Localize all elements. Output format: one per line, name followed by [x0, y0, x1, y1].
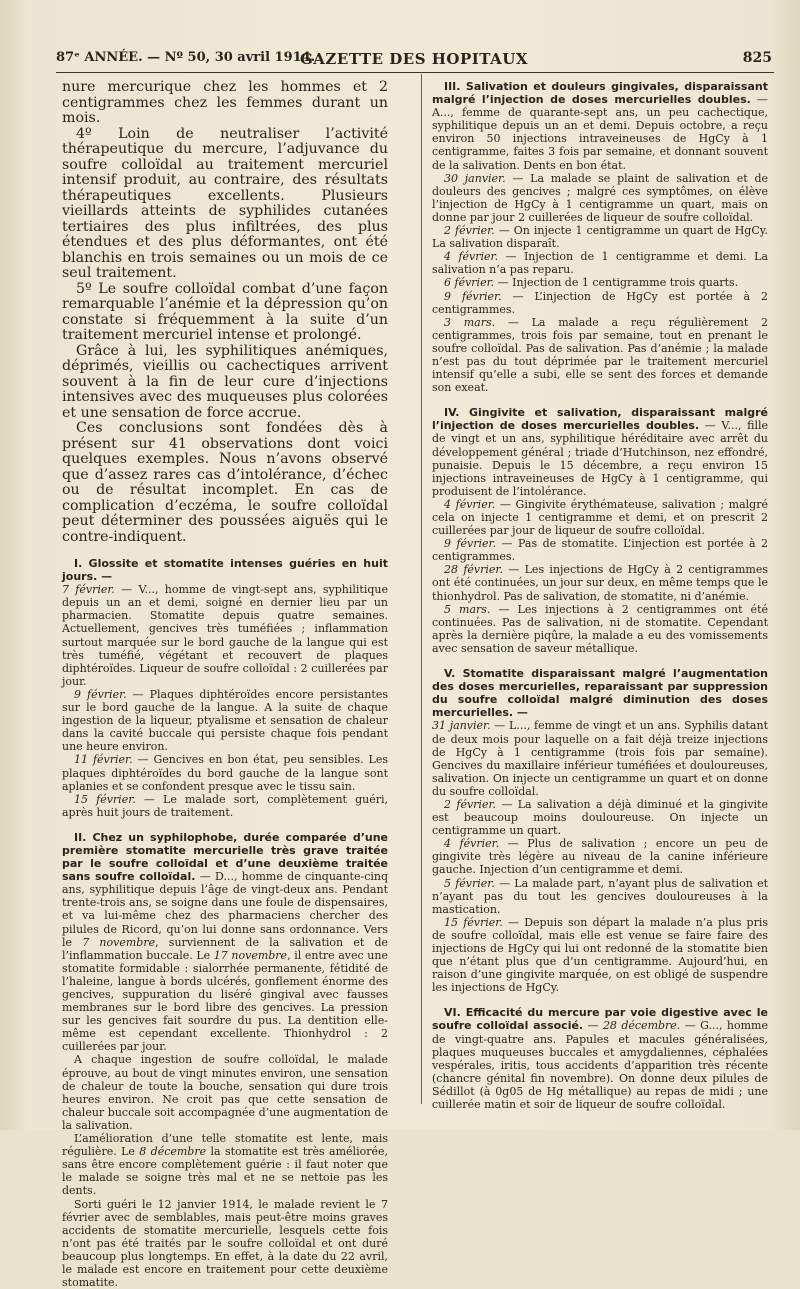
case-4 — [432, 406, 768, 655]
case-entry — [432, 603, 768, 655]
case-5 — [432, 667, 768, 994]
entry-date: 7 novembre — [82, 936, 155, 949]
entry-date: 2 février. — [444, 224, 495, 237]
entry-date: 9 février. — [444, 290, 502, 303]
case-entry — [432, 916, 768, 995]
case-heading-text: IV. Gingivite et salivation, disparaissant malgré l’injection de doses mercurielles doubles. — [432, 406, 768, 432]
entry-text: — Gencives en bon état, peu sensibles. Les plaques diphtéroïdes du bord gauche de la langue sont aplanies et se confondent presque avec le tissu sain. — [62, 753, 388, 792]
case-entry — [432, 837, 768, 876]
case-heading — [432, 406, 768, 498]
entry-date: 17 novembre — [214, 949, 287, 962]
case-entry — [432, 316, 768, 395]
case-intro-text: — D..., homme de cinquante-cinq ans, syphilitique depuis l’âge de vingt-deux ans. Pendant trente-trois ans, se soigne dans une foule de dispensaires, et va lui-même chez des pharmaciens chercher des pilules de Ricord, qu’on lui donne sans ordonnance. Vers le 7 novembre, surviennent de la salivation et de l’inflammation buccale. Le 17 novembre, il entre avec une stomatite formidable : sialorrhée permanente, fétidité de l’haleine, langue à bords ulcérés, gonflement énorme des gencives, suppuration du liséré gingival avec fausses membranes sur le bord libre des gencives. La pression sur les gencives fait sourdre du pus. La dentition elle-même est cependant excellente. Thionhydrol : 2 cuillerées par jour. — [62, 870, 388, 1053]
entry-date: 28 décembre. — [603, 1019, 680, 1032]
case-entry — [432, 798, 768, 837]
paragraph: 4º Loin de neutraliser l’activité thérapeutique du mercure, l’adjuvance du soufre colloïdal au traitement mercuriel intensif produit, au contraire, des résultats thérapeutiques excellents. Plusieurs vieillards atteints de syphilides cutanées tertiaires des plus infiltrées, des plus étendues et des plus déformantes, ont été blanchis en trois semaines ou un mois de ce seul traitement. — [62, 127, 388, 282]
case-entry — [432, 250, 768, 276]
entry-text: — L’injection de HgCy est portée à 2 centigrammes. — [432, 290, 768, 316]
entry-date: 7 février. — [62, 583, 115, 596]
case-intro-text: — A..., femme de quarante-sept ans, un peu cachectique, syphilitique depuis un an et demi. Depuis octobre, a reçu environ 50 injections intraveineuses de HgCy à 1 centigramme, faites 3 fois par semaine, et donnant souvent de la salivation. Dents en bon état. — [432, 93, 768, 171]
entry-date: 9 février. — [74, 688, 127, 701]
paragraph: L’amélioration d’une telle stomatite est lente, mais régulière. Le 8 décembre la stomatite est très améliorée, sans être encore complètement guérie : il faut noter que le malade se soigne très mal et ne se nettoie pas les dents. — [62, 1132, 388, 1197]
case-entry — [62, 583, 388, 688]
entry-date: 30 janvier. — [444, 172, 506, 185]
entry-text: — Les injections à 2 centigrammes ont été continuées. Pas de salivation, ni de stomatite. Cependant après la dernière piqûre, la malade a eu des vomissements avec sensation de saveur métallique. — [432, 603, 768, 655]
case-2 — [62, 831, 388, 1289]
case-entry — [432, 563, 768, 602]
entry-date: 15 février. — [74, 793, 136, 806]
case-heading — [432, 80, 768, 172]
entry-text: — Pas de stomatite. L’injection est portée à 2 centigrammes. — [432, 537, 768, 563]
entry-text: — On injecte 1 centigramme un quart de HgCy. La salivation disparaît. — [432, 224, 768, 250]
page-number: 825 — [743, 50, 772, 66]
case-heading-text: II. Chez un syphilophobe, durée comparée d’une première stomatite mercurielle très grave traitée par le soufre colloïdal et d’une deuxième traitée sans soufre colloïdal. — [62, 831, 388, 883]
case-entry — [432, 498, 768, 537]
issue-line: 87ᵉ ANNÉE. — Nº 50, 30 avril 1914. — [56, 50, 315, 65]
entry-text: — L..., femme de vingt et un ans. Syphilis datant de deux mois pour laquelle on a fait déjà treize injections de HgCy à 1 centigramme (trois fois par semaine). Gencives du maxillaire inférieur tuméfiées et douloureuses, salivation. On injecte un centigramme un quart et on donne du soufre colloïdal. — [432, 719, 768, 797]
left-column — [62, 80, 388, 1289]
case-entry — [432, 172, 768, 224]
entry-date: 28 février. — [444, 563, 503, 576]
case-heading-text: III. Salivation et douleurs gingivales, disparaissant malgré l’injection de doses mercurielles doubles. — [432, 80, 768, 106]
case-heading-text: VI. Efficacité du mercure par voie digestive avec le soufre colloïdal associé. — [432, 1006, 768, 1032]
entry-text: — La malade part, n’ayant plus de salivation et n’ayant pas du tout les gencives douloureuses à la mastication. — [432, 877, 768, 916]
paragraph: Ces conclusions sont fondées dès à présent sur 41 observations dont voici quelques exemples. Nous n’avons observé que d’assez rares cas d’intolérance, d’échec ou de résultat incomplet. En cas de complication d’eczéma, le soufre colloïdal peut déterminer des poussées aiguës qui le contre-indiquent. — [62, 421, 388, 545]
entry-text: — La malade se plaint de salivation et de douleurs des gencives ; malgré ces symptômes, on élève l’injection de HgCy à 1 centigramme un quart, mais on donne par jour 2 cuillerées de liqueur de soufre colloïdal. — [432, 172, 768, 224]
entry-date: 11 février. — [74, 753, 133, 766]
header-rule — [56, 72, 774, 73]
entry-text: — La salivation a déjà diminué et la gingivite est beaucoup moins douloureuse. On injecte un centigramme un quart. — [432, 798, 768, 837]
entry-text: — Depuis son départ la malade n’a plus pris de soufre colloïdal, mais elle est venue se faire faire des injections de HgCy qui lui ont redonné de la stomatite bien que n’étant plus que d’un centigramme. Aujourd’hui, en raison d’une gingivite marquée, on est obligé de suspendre les injections de HgCy. — [432, 916, 768, 994]
entry-text: — La malade a reçu régulièrement 2 centigrammes, trois fois par semaine, tout en prenant le soufre colloïdal. Pas de salivation. Pas d’anémie ; la malade n’est pas du tout déprimée par le traitement mercuriel intensif qu’elle a subi, elle se sent des forces et demande son exeat. — [432, 316, 768, 394]
case-entry — [432, 290, 768, 316]
case-heading — [62, 831, 388, 1054]
entry-text: — Le malade sort, complètement guéri, après huit jours de traitement. — [62, 793, 388, 819]
entry-date: 8 décembre — [139, 1145, 206, 1158]
paragraph: Grâce à lui, les syphilitiques anémiques, déprimés, vieillis ou cachectiques arrivent souvent à la fin de leur cure d’injections intensives avec des muqueuses plus colorées et une sensation de force accrue. — [62, 344, 388, 422]
entry-date: 4 février. — [444, 250, 498, 263]
case-entry — [432, 877, 768, 916]
case-entry — [62, 753, 388, 792]
entry-date: 9 février. — [444, 537, 496, 550]
case-heading: V. Stomatite disparaissant malgré l’augmentation des doses mercurielles, reparaissant par suppression du soufre colloïdal malgré diminution des doses mercurielles. — — [432, 667, 768, 719]
right-column — [432, 80, 768, 1111]
entry-date: 4 février. — [444, 837, 499, 850]
column-rule — [421, 74, 422, 1104]
case-3 — [432, 80, 768, 394]
entry-text: — Injection de 1 centigramme trois quarts. — [494, 276, 738, 289]
paragraph: A chaque ingestion de soufre colloïdal, le malade éprouve, au bout de vingt minutes environ, une sensation de chaleur de toute la bouche, sensation qui dure trois heures environ. Ne croit pas que cette sensation de chaleur buccale soit accompagnée d’une augmentation de la salivation. — [62, 1053, 388, 1132]
entry-text: — Gingivite érythémateuse, salivation ; malgré cela on injecte 1 centigramme et demi, et on prescrit 2 cuillerées par jour de liqueur de soufre colloïdal. — [432, 498, 768, 537]
case-entry — [62, 793, 388, 819]
entry-date: 6 février. — [444, 276, 494, 289]
case-heading: I. Glossite et stomatite intenses guéries en huit jours. — — [62, 557, 388, 583]
entry-text: — V..., homme de vingt-sept ans, syphilitique depuis un an et demi, soigné en dernier lieu par un pharmacien. Stomatite depuis quatre semaines. Actuellement, gencives très tuméfiées ; inflammation surtout marquée sur le bord gauche de la langue qui est très tuméfié, végétant et recouvert de plaques diphtéroïdes. Liqueur de soufre colloïdal : 2 cuillerées par jour. — [62, 583, 388, 688]
entry-date: 4 février. — [444, 498, 495, 511]
case-entry — [62, 688, 388, 753]
entry-date: 3 mars. — [444, 316, 495, 329]
case-heading — [432, 1006, 768, 1111]
case-intro-text: — V..., fille de vingt et un ans, syphilitique héréditaire avec arrêt du développement général ; triade d’Hutchinson, nez effondré, punaisie. Depuis le 15 décembre, a reçu environ 15 injections intraveineuses de HgCy à 1 centigramme, qui produisent de l’intolérance. — [432, 419, 768, 497]
journal-title: GAZETTE DES HOPITAUX — [56, 50, 772, 68]
paragraph: Sorti guéri le 12 janvier 1914, le malade revient le 7 février avec de semblables, mais peut-être moins graves accidents de stomatite mercurielle, lesquels cette fois n’ont pas été traités par le soufre colloïdal et ont duré beaucoup plus longtemps. En effet, à la date du 22 avril, le malade est encore en traitement pour cette deuxième stomatite. — [62, 1198, 388, 1289]
paragraph: 5º Le soufre colloïdal combat d’une façon remarquable l’anémie et la dépression qu’on constate si fréquemment à la suite d’un traitement mercuriel intense et prolongé. — [62, 282, 388, 344]
paragraph: nure mercurique chez les hommes et 2 centigrammes chez les femmes durant un mois. — [62, 80, 388, 127]
conclusions-section — [62, 80, 388, 545]
running-head — [56, 46, 772, 70]
entry-text: — Plaques diphtéroïdes encore persistantes sur le bord gauche de la langue. A la suite de chaque ingestion de la liqueur, ptyalisme et sensation de chaleur dans la cavité buccale qui persiste chaque fois pendant une heure environ. — [62, 688, 388, 753]
entry-text: — Injection de 1 centigramme et demi. La salivation n’a pas reparu. — [432, 250, 768, 276]
entry-date: 2 février. — [444, 798, 496, 811]
entry-text: — Plus de salivation ; encore un peu de gingivite très légère au niveau de la canine inférieure gauche. Injection d’un centigramme et demi. — [432, 837, 768, 876]
entry-date: 5 février. — [444, 877, 495, 890]
case-entry — [432, 719, 768, 798]
entry-date: 15 février. — [444, 916, 503, 929]
entry-text: — Les injections de HgCy à 2 centigrammes ont été continuées, un jour sur deux, en même temps que le thionhydrol. Pas de salivation, de stomatite, ni d’anémie. — [432, 563, 768, 602]
case-entry — [432, 537, 768, 563]
entry-date: 31 janvier. — [432, 719, 491, 732]
entry-date: 5 mars. — [444, 603, 490, 616]
case-entry — [432, 224, 768, 250]
case-6 — [432, 1006, 768, 1111]
case-intro-text: — 28 décembre. — G..., homme de vingt-quatre ans. Papules et macules généralisées, plaques muqueuses buccales et amygdaliennes, céphalées vespérales, iritis, tous accidents d’apparition très récente (chancre génital fin novembre). On donne deux pilules de Sédillot (à 0g05 de Hg métallique) au repas de midi ; une cuillerée matin et soir de liqueur de soufre colloïdal. — [432, 1019, 768, 1111]
case-entry — [432, 276, 768, 289]
case-1 — [62, 557, 388, 819]
